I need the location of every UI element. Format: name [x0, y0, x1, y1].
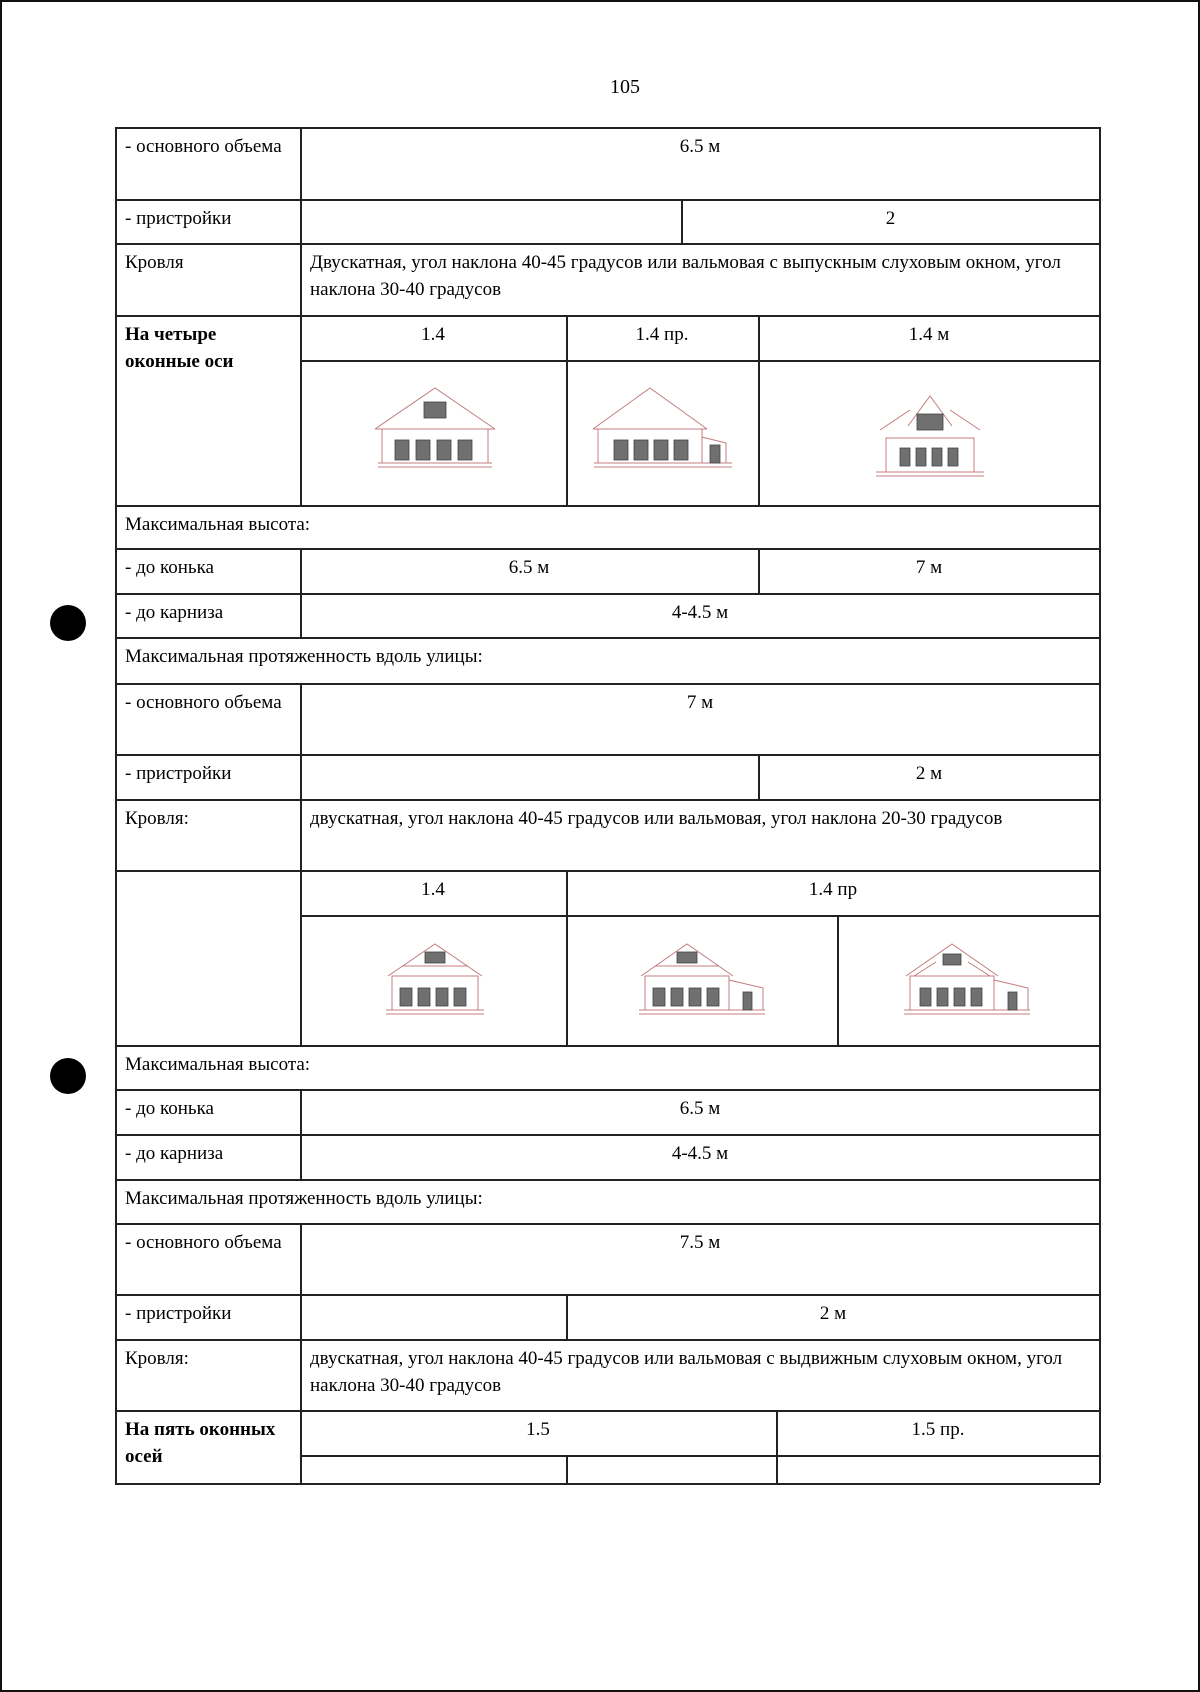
row-label: Максимальная высота: — [125, 514, 311, 535]
page-number: 105 — [610, 76, 640, 98]
table-row — [115, 1134, 1100, 1179]
row-label: Кровля: — [125, 808, 189, 829]
table-row — [115, 754, 1100, 799]
row-value: 7 м — [915, 557, 943, 578]
row-label: - пристройки — [125, 1303, 232, 1324]
type-label: 1.4 — [421, 324, 445, 345]
punch-hole — [50, 605, 86, 641]
row-label: - до конька — [125, 1098, 214, 1119]
row-label: Максимальная протяженность вдоль улицы: — [125, 646, 483, 667]
row-value: 6.5 м — [679, 1098, 721, 1119]
row-value: 4-4.5 м — [671, 602, 729, 623]
type-label: 1.5 пр. — [911, 1419, 965, 1440]
row-label: Кровля — [125, 252, 184, 273]
table-row — [115, 1223, 1100, 1294]
type-label: 1.4 пр — [808, 879, 858, 900]
row-value: 4-4.5 м — [671, 1143, 729, 1164]
house-elevation-1.4-m — [870, 390, 990, 490]
row-label: - до карниза — [125, 1143, 224, 1164]
section-heading: На четыре оконные оси — [125, 324, 234, 372]
row-label: - пристройки — [125, 763, 232, 784]
table-row — [115, 1339, 1100, 1410]
row-value: 2 м — [915, 763, 943, 784]
row-label: Кровля: — [125, 1348, 189, 1369]
house-elevation-1.4-pr — [590, 385, 740, 485]
type-label: 1.4 пр. — [635, 324, 689, 345]
row-value: 2 м — [819, 1303, 847, 1324]
row-label: Максимальная протяженность вдоль улицы: — [125, 1188, 483, 1209]
row-label: - основного объема — [125, 1232, 282, 1253]
punch-hole — [50, 1058, 86, 1094]
table-row — [115, 199, 1100, 243]
type-label: 1.4 — [421, 879, 445, 900]
table-row — [115, 243, 1100, 315]
table-row — [115, 548, 1100, 593]
row-value: 2 — [885, 208, 896, 229]
table-row — [115, 637, 1100, 683]
row-value: 7 м — [686, 692, 714, 713]
type-label: 1.4 м — [908, 324, 950, 345]
house-elevation-1.4 — [370, 385, 500, 485]
row-value: 7.5 м — [679, 1232, 721, 1253]
row-label: - основного объема — [125, 136, 282, 157]
table-row — [115, 1089, 1100, 1134]
table-row — [115, 799, 1100, 870]
table-row — [115, 127, 1100, 199]
row-value: двускатная, угол наклона 40-45 градусов или вальмовая с выдвижным слуховым окном, угол наклона 30-40 градусов — [310, 1348, 1063, 1396]
row-label: Максимальная высота: — [125, 1054, 311, 1075]
table-row — [115, 593, 1100, 637]
table-row — [115, 683, 1100, 754]
row-label: - пристройки — [125, 208, 232, 229]
table-row — [115, 1045, 1100, 1089]
row-label: - основного объема — [125, 692, 282, 713]
row-value: Двускатная, угол наклона 40-45 градусов или вальмовая с выпускным слуховым окном, угол наклона 30-40 градусов — [310, 252, 1061, 300]
section-heading: На пять оконных осей — [125, 1419, 276, 1467]
five-axes-block — [115, 1410, 1100, 1483]
row-value: двускатная, угол наклона 40-45 градусов или вальмовая, угол наклона 20-30 градусов — [310, 808, 1003, 829]
row-label: - до карниза — [125, 602, 224, 623]
house-elevation-1.4-m — [900, 940, 1035, 1030]
row-label: - до конька — [125, 557, 214, 578]
house-elevation-1.4-pr — [635, 940, 770, 1030]
house-elevation-1.4 — [380, 940, 490, 1030]
table-row — [115, 1294, 1100, 1339]
table-row — [115, 1179, 1100, 1223]
row-value: 6.5 м — [508, 557, 550, 578]
row-value: 6.5 м — [679, 136, 721, 157]
type-label: 1.5 — [526, 1419, 550, 1440]
table-row — [115, 505, 1100, 548]
